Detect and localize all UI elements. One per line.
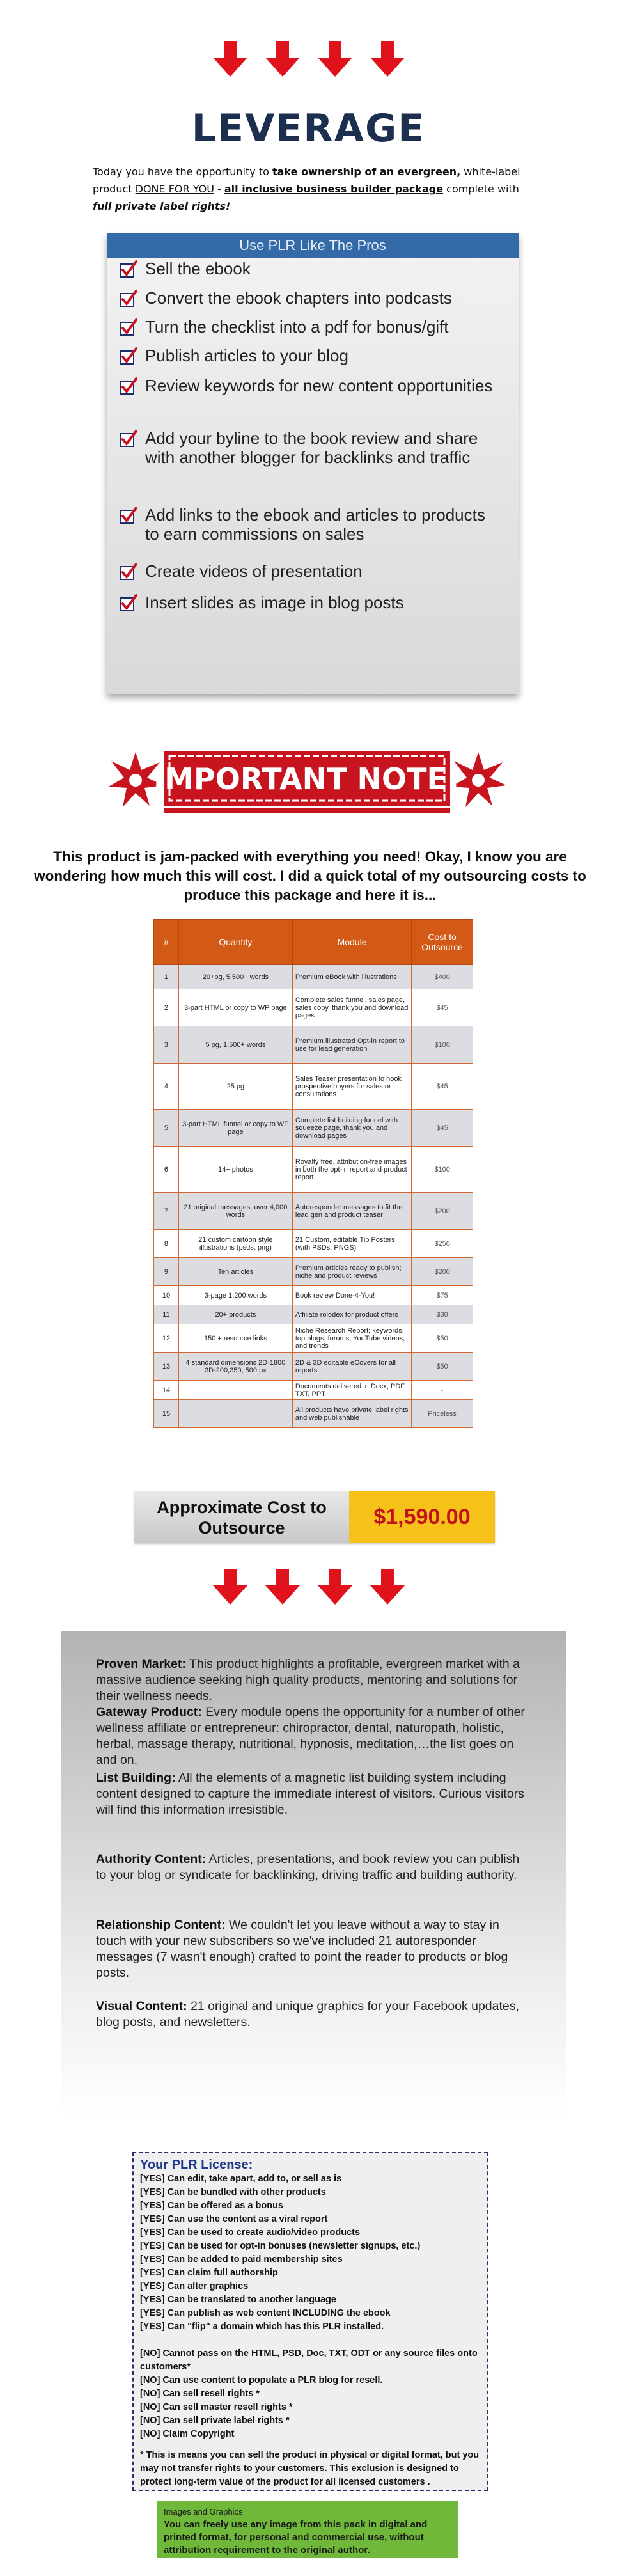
table-row bbox=[154, 1305, 473, 1324]
row-quantity bbox=[178, 1381, 292, 1400]
approx-cost-label: Approximate Cost to Outsource bbox=[134, 1491, 349, 1543]
row-module: Complete sales funnel, sales page, sales copy, thank you and download pages bbox=[292, 989, 411, 1026]
benefit-text: Articles, presentations, and book review you can publish to your blog or syndicate for backlinking, driving traffic and building authority. bbox=[96, 1852, 520, 1882]
row-quantity: 3-part HTML funnel or copy to WP page bbox=[178, 1110, 292, 1147]
license-yes-item: [YES] Can be added to paid membership sites bbox=[140, 2254, 343, 2265]
plr-list-item bbox=[120, 376, 497, 395]
down-arrow-icon bbox=[213, 1569, 247, 1605]
benefit-text: 21 original and unique graphics for your Facebook updates, blog posts, and newsletters. bbox=[96, 1999, 519, 2029]
benefit-text: Every module opens the opportunity for a number of other wellness affiliate or entrepreneur: chiropractor, dental, naturopath, holistic, herbal, massage therapy, nutritional, hypnosis, meditation,…the list goes on and on. bbox=[96, 1705, 525, 1767]
benefit-paragraph bbox=[96, 1999, 531, 2030]
license-footnote: * This is means you can sell the product in physical or digital format, but you may not transfer rights to your customers. This exclusion is designed to protect long-term value of the product for all licensed customers . bbox=[140, 2450, 480, 2487]
plr-item-text: Add links to the ebook and articles to products to earn commissions on sales bbox=[145, 505, 485, 544]
plr-list-item bbox=[120, 428, 497, 467]
row-number: 12 bbox=[154, 1324, 179, 1353]
plr-item-text: Publish articles to your blog bbox=[145, 346, 348, 365]
row-cost: $50 bbox=[412, 1353, 473, 1381]
row-cost: $75 bbox=[412, 1286, 473, 1305]
plr-list-item bbox=[120, 288, 497, 308]
plr-item-text: Convert the ebook chapters into podcasts bbox=[145, 288, 452, 308]
table-header-cell: Cost to Outsource bbox=[412, 920, 473, 965]
intro-underlined: DONE FOR YOU bbox=[135, 183, 214, 195]
license-no-item: [NO] Cannot pass on the HTML, PSD, Doc, TXT, ODT or any source files onto customers* bbox=[140, 2348, 478, 2372]
row-module: Documents delivered in Docx, PDF, TXT, PPT bbox=[292, 1381, 411, 1400]
table-row bbox=[154, 1324, 473, 1353]
intro-text: complete with bbox=[443, 183, 519, 195]
row-quantity: Ten articles bbox=[178, 1258, 292, 1286]
down-arrow-icon bbox=[370, 1569, 405, 1605]
table-row bbox=[154, 1110, 473, 1147]
benefits-panel bbox=[61, 1631, 566, 2117]
down-arrow-icon bbox=[318, 41, 352, 77]
row-number: 6 bbox=[154, 1147, 179, 1193]
row-module: 21 Custom, editable Tip Posters (with PSDs, PNGS) bbox=[292, 1230, 411, 1258]
benefit-paragraph bbox=[96, 1704, 531, 1768]
license-yes-list bbox=[140, 2172, 480, 2334]
intro-bold: take ownership of an evergreen, bbox=[272, 166, 461, 178]
intro-text: white-label product bbox=[93, 166, 520, 195]
plr-list-item bbox=[120, 562, 497, 581]
intro-paragraph bbox=[93, 163, 534, 215]
plr-item-text: Turn the checklist into a pdf for bonus/gift bbox=[145, 317, 449, 336]
license-no-item: [NO] Can sell master resell rights * bbox=[140, 2402, 293, 2412]
table-row bbox=[154, 1400, 473, 1428]
note-label: IMPORTANT NOTE! bbox=[153, 762, 460, 796]
table-row bbox=[154, 1286, 473, 1305]
row-cost: $30 bbox=[412, 1305, 473, 1324]
row-cost: $45 bbox=[412, 1110, 473, 1147]
row-number: 4 bbox=[154, 1064, 179, 1110]
checkbox-checked-icon bbox=[120, 377, 137, 395]
plr-item-text: Create videos of presentation bbox=[145, 562, 363, 581]
checkbox-checked-icon bbox=[120, 430, 137, 448]
row-module: Affiliate rolodex for product offers bbox=[292, 1305, 411, 1324]
license-yes-item: [YES] Can be offered as a bonus bbox=[140, 2201, 283, 2211]
note-underline bbox=[164, 808, 450, 813]
checkbox-checked-icon bbox=[120, 594, 137, 612]
row-number: 10 bbox=[154, 1286, 179, 1305]
row-cost: $100 bbox=[412, 1026, 473, 1064]
row-quantity bbox=[178, 1400, 292, 1428]
license-yes-item: [YES] Can alter graphics bbox=[140, 2281, 249, 2291]
benefit-text: All the elements of a magnetic list building system including content designed to capture the immediate interest of visitors. Curious visitors will find this information irresistible. bbox=[96, 1771, 524, 1817]
row-number: 11 bbox=[154, 1305, 179, 1324]
row-cost: $50 bbox=[412, 1324, 473, 1353]
checkbox-checked-icon bbox=[120, 318, 137, 336]
license-yes-item: [YES] Can publish as web content INCLUDING the ebook bbox=[140, 2308, 391, 2318]
table-row bbox=[154, 1230, 473, 1258]
row-quantity: 5 pg, 1,500+ words bbox=[178, 1026, 292, 1064]
row-module: Niche Research Report; keywords, top blogs, forums, YouTube videos, and trends bbox=[292, 1324, 411, 1353]
row-quantity: 3-part HTML or copy to WP page bbox=[178, 989, 292, 1026]
benefit-heading: Gateway Product: bbox=[96, 1705, 202, 1719]
benefit-text: We couldn't let you leave without a way to stay in touch with your new subscribers so we've included 21 autoresponder messages (7 wasn't enough) crafted to point the reader to products or blog posts. bbox=[96, 1918, 508, 1980]
plr-list-item bbox=[120, 593, 497, 612]
benefit-heading: List Building: bbox=[96, 1771, 176, 1785]
cost-table bbox=[153, 919, 473, 1428]
table-row bbox=[154, 965, 473, 989]
approx-cost-box bbox=[134, 1491, 495, 1543]
checkbox-checked-icon bbox=[120, 347, 137, 365]
license-yes-item: [YES] Can claim full authorship bbox=[140, 2268, 278, 2278]
images-note-text: You can freely use any image from this pack in digital and printed format, for personal and commercial use, without attribution requirement to the original author. bbox=[164, 2519, 428, 2556]
table-header-cell: # bbox=[154, 920, 179, 965]
benefit-heading: Authority Content: bbox=[96, 1852, 207, 1866]
license-yes-item: [YES] Can be used for opt-in bonuses (newsletter signups, etc.) bbox=[140, 2241, 421, 2251]
down-arrow-icon bbox=[370, 41, 405, 77]
table-header-row bbox=[154, 920, 473, 965]
license-no-item: [NO] Can sell resell rights * bbox=[140, 2389, 260, 2399]
plr-list-item bbox=[120, 317, 497, 336]
row-quantity: 21 original messages, over 4,000 words bbox=[178, 1193, 292, 1230]
plr-list-item bbox=[120, 505, 497, 544]
row-number: 2 bbox=[154, 989, 179, 1026]
row-cost: $250 bbox=[412, 1230, 473, 1258]
row-cost: $400 bbox=[412, 965, 473, 989]
plr-box-header: Use PLR Like The Pros bbox=[107, 233, 519, 258]
plr-item-text: Insert slides as image in blog posts bbox=[145, 593, 404, 612]
row-module: Premium illustrated Opt-in report to use for lead generation bbox=[292, 1026, 411, 1064]
row-quantity: 150 + resource links bbox=[178, 1324, 292, 1353]
benefit-heading: Relationship Content: bbox=[96, 1918, 226, 1932]
plr-uses-box bbox=[107, 233, 519, 694]
row-cost: Priceless bbox=[412, 1400, 473, 1428]
row-number: 9 bbox=[154, 1258, 179, 1286]
license-yes-item: [YES] Can be bundled with other products bbox=[140, 2187, 326, 2197]
arrow-row-top bbox=[0, 41, 617, 77]
license-no-list bbox=[140, 2347, 480, 2441]
table-header-cell: Quantity bbox=[178, 920, 292, 965]
row-number: 7 bbox=[154, 1193, 179, 1230]
row-module: Complete list building funnel with squeeze page, thank you and download pages bbox=[292, 1110, 411, 1147]
page-title: LEVERAGE bbox=[191, 106, 426, 151]
arrow-row-bottom bbox=[0, 1569, 617, 1605]
images-graphics-note bbox=[157, 2501, 458, 2558]
benefit-heading: Visual Content: bbox=[96, 1999, 187, 2013]
benefit-text: This product highlights a profitable, evergreen market with a massive audience seeking high quality products, mentoring and solutions for their wellness needs. bbox=[96, 1657, 520, 1703]
license-no-item: [NO] Can sell private label rights * bbox=[140, 2415, 290, 2426]
table-row bbox=[154, 989, 473, 1026]
row-number: 13 bbox=[154, 1353, 179, 1381]
table-row bbox=[154, 1381, 473, 1400]
table-row bbox=[154, 1258, 473, 1286]
table-row bbox=[154, 1064, 473, 1110]
down-arrow-icon bbox=[318, 1569, 352, 1605]
important-note-banner bbox=[109, 742, 505, 819]
license-title: Your PLR License: bbox=[140, 2158, 253, 2172]
benefit-heading: Proven Market: bbox=[96, 1657, 186, 1671]
plr-item-text: Sell the ebook bbox=[145, 259, 251, 278]
table-row bbox=[154, 1026, 473, 1064]
row-number: 15 bbox=[154, 1400, 179, 1428]
benefit-paragraph bbox=[96, 1656, 531, 1704]
intro-bold-italic: full private label rights! bbox=[93, 200, 231, 212]
license-no-item: [NO] Can use content to populate a PLR blog for resell. bbox=[140, 2375, 383, 2385]
benefit-paragraph bbox=[96, 1917, 531, 1981]
row-quantity: 20+ products bbox=[178, 1305, 292, 1324]
plr-list-item bbox=[120, 259, 497, 278]
license-yes-item: [YES] Can use the content as a viral report bbox=[140, 2214, 328, 2224]
plr-item-text: Add your byline to the book review and share with another blogger for backlinks and traffic bbox=[145, 428, 478, 467]
row-quantity: 4 standard dimensions 2D-1800 3D-200,350, 500 px bbox=[178, 1353, 292, 1381]
down-arrow-icon bbox=[265, 1569, 300, 1605]
license-yes-item: [YES] Can be used to create audio/video products bbox=[140, 2227, 361, 2238]
row-module: Premium eBook with illustrations bbox=[292, 965, 411, 989]
benefit-paragraph bbox=[96, 1851, 531, 1883]
down-arrow-icon bbox=[265, 41, 300, 77]
row-module: Book review Done-4-You! bbox=[292, 1286, 411, 1305]
license-yes-item: [YES] Can "flip" a domain which has this PLR installed. bbox=[140, 2321, 384, 2332]
benefit-paragraph bbox=[96, 1770, 531, 1818]
row-quantity: 21 custom cartoon style illustrations (psds, png) bbox=[178, 1230, 292, 1258]
row-quantity: 25 pg bbox=[178, 1064, 292, 1110]
row-module: Premium articles ready to publish; niche and product reviews bbox=[292, 1258, 411, 1286]
table-row bbox=[154, 1193, 473, 1230]
checkbox-checked-icon bbox=[120, 290, 137, 308]
row-cost: $200 bbox=[412, 1193, 473, 1230]
row-cost: - bbox=[412, 1381, 473, 1400]
table-row bbox=[154, 1147, 473, 1193]
row-module: Royalty free, attribution-free images in both the opt-in report and product report bbox=[292, 1147, 411, 1193]
row-cost: $45 bbox=[412, 1064, 473, 1110]
plr-license-box bbox=[132, 2152, 488, 2491]
table-row bbox=[154, 1353, 473, 1381]
row-quantity: 14+ photos bbox=[178, 1147, 292, 1193]
row-cost: $200 bbox=[412, 1258, 473, 1286]
cost-intro-text: This product is jam-packed with everything you need! Okay, I know you are wondering how much this will cost. I did a quick total of my outsourcing costs to produce this package and here it is... bbox=[34, 849, 586, 903]
intro-bold-underlined: all inclusive business builder package bbox=[224, 183, 444, 195]
row-number: 3 bbox=[154, 1026, 179, 1064]
row-quantity: 3-page 1,200 words bbox=[178, 1286, 292, 1305]
intro-text: - bbox=[214, 183, 224, 195]
row-number: 1 bbox=[154, 965, 179, 989]
checkbox-checked-icon bbox=[120, 260, 137, 278]
table-header-cell: Module bbox=[292, 920, 411, 965]
intro-text: Today you have the opportunity to bbox=[93, 166, 272, 178]
row-number: 5 bbox=[154, 1110, 179, 1147]
images-note-title: Images and Graphics bbox=[164, 2507, 243, 2517]
checkbox-checked-icon bbox=[120, 563, 137, 581]
plr-item-text: Review keywords for new content opportunities bbox=[145, 376, 493, 395]
license-yes-item: [YES] Can be translated to another language bbox=[140, 2295, 336, 2305]
license-no-item: [NO] Claim Copyright bbox=[140, 2429, 235, 2439]
down-arrow-icon bbox=[213, 41, 247, 77]
row-module: All products have private label rights and web publishable bbox=[292, 1400, 411, 1428]
row-number: 14 bbox=[154, 1381, 179, 1400]
row-cost: $100 bbox=[412, 1147, 473, 1193]
row-module: 2D & 3D editable eCovers for all reports bbox=[292, 1353, 411, 1381]
checkbox-checked-icon bbox=[120, 507, 137, 524]
row-module: Autoresponder messages to fit the lead gen and product teaser bbox=[292, 1193, 411, 1230]
row-number: 8 bbox=[154, 1230, 179, 1258]
row-quantity: 20+pg, 5,500+ words bbox=[178, 965, 292, 989]
license-yes-item: [YES] Can edit, take apart, add to, or sell as is bbox=[140, 2174, 342, 2184]
plr-list-item bbox=[120, 346, 497, 365]
approx-cost-value: $1,590.00 bbox=[349, 1491, 495, 1543]
row-module: Sales Teaser presentation to hook prospective buyers for sales or consultations bbox=[292, 1064, 411, 1110]
table-body bbox=[154, 965, 473, 1428]
row-cost: $45 bbox=[412, 989, 473, 1026]
